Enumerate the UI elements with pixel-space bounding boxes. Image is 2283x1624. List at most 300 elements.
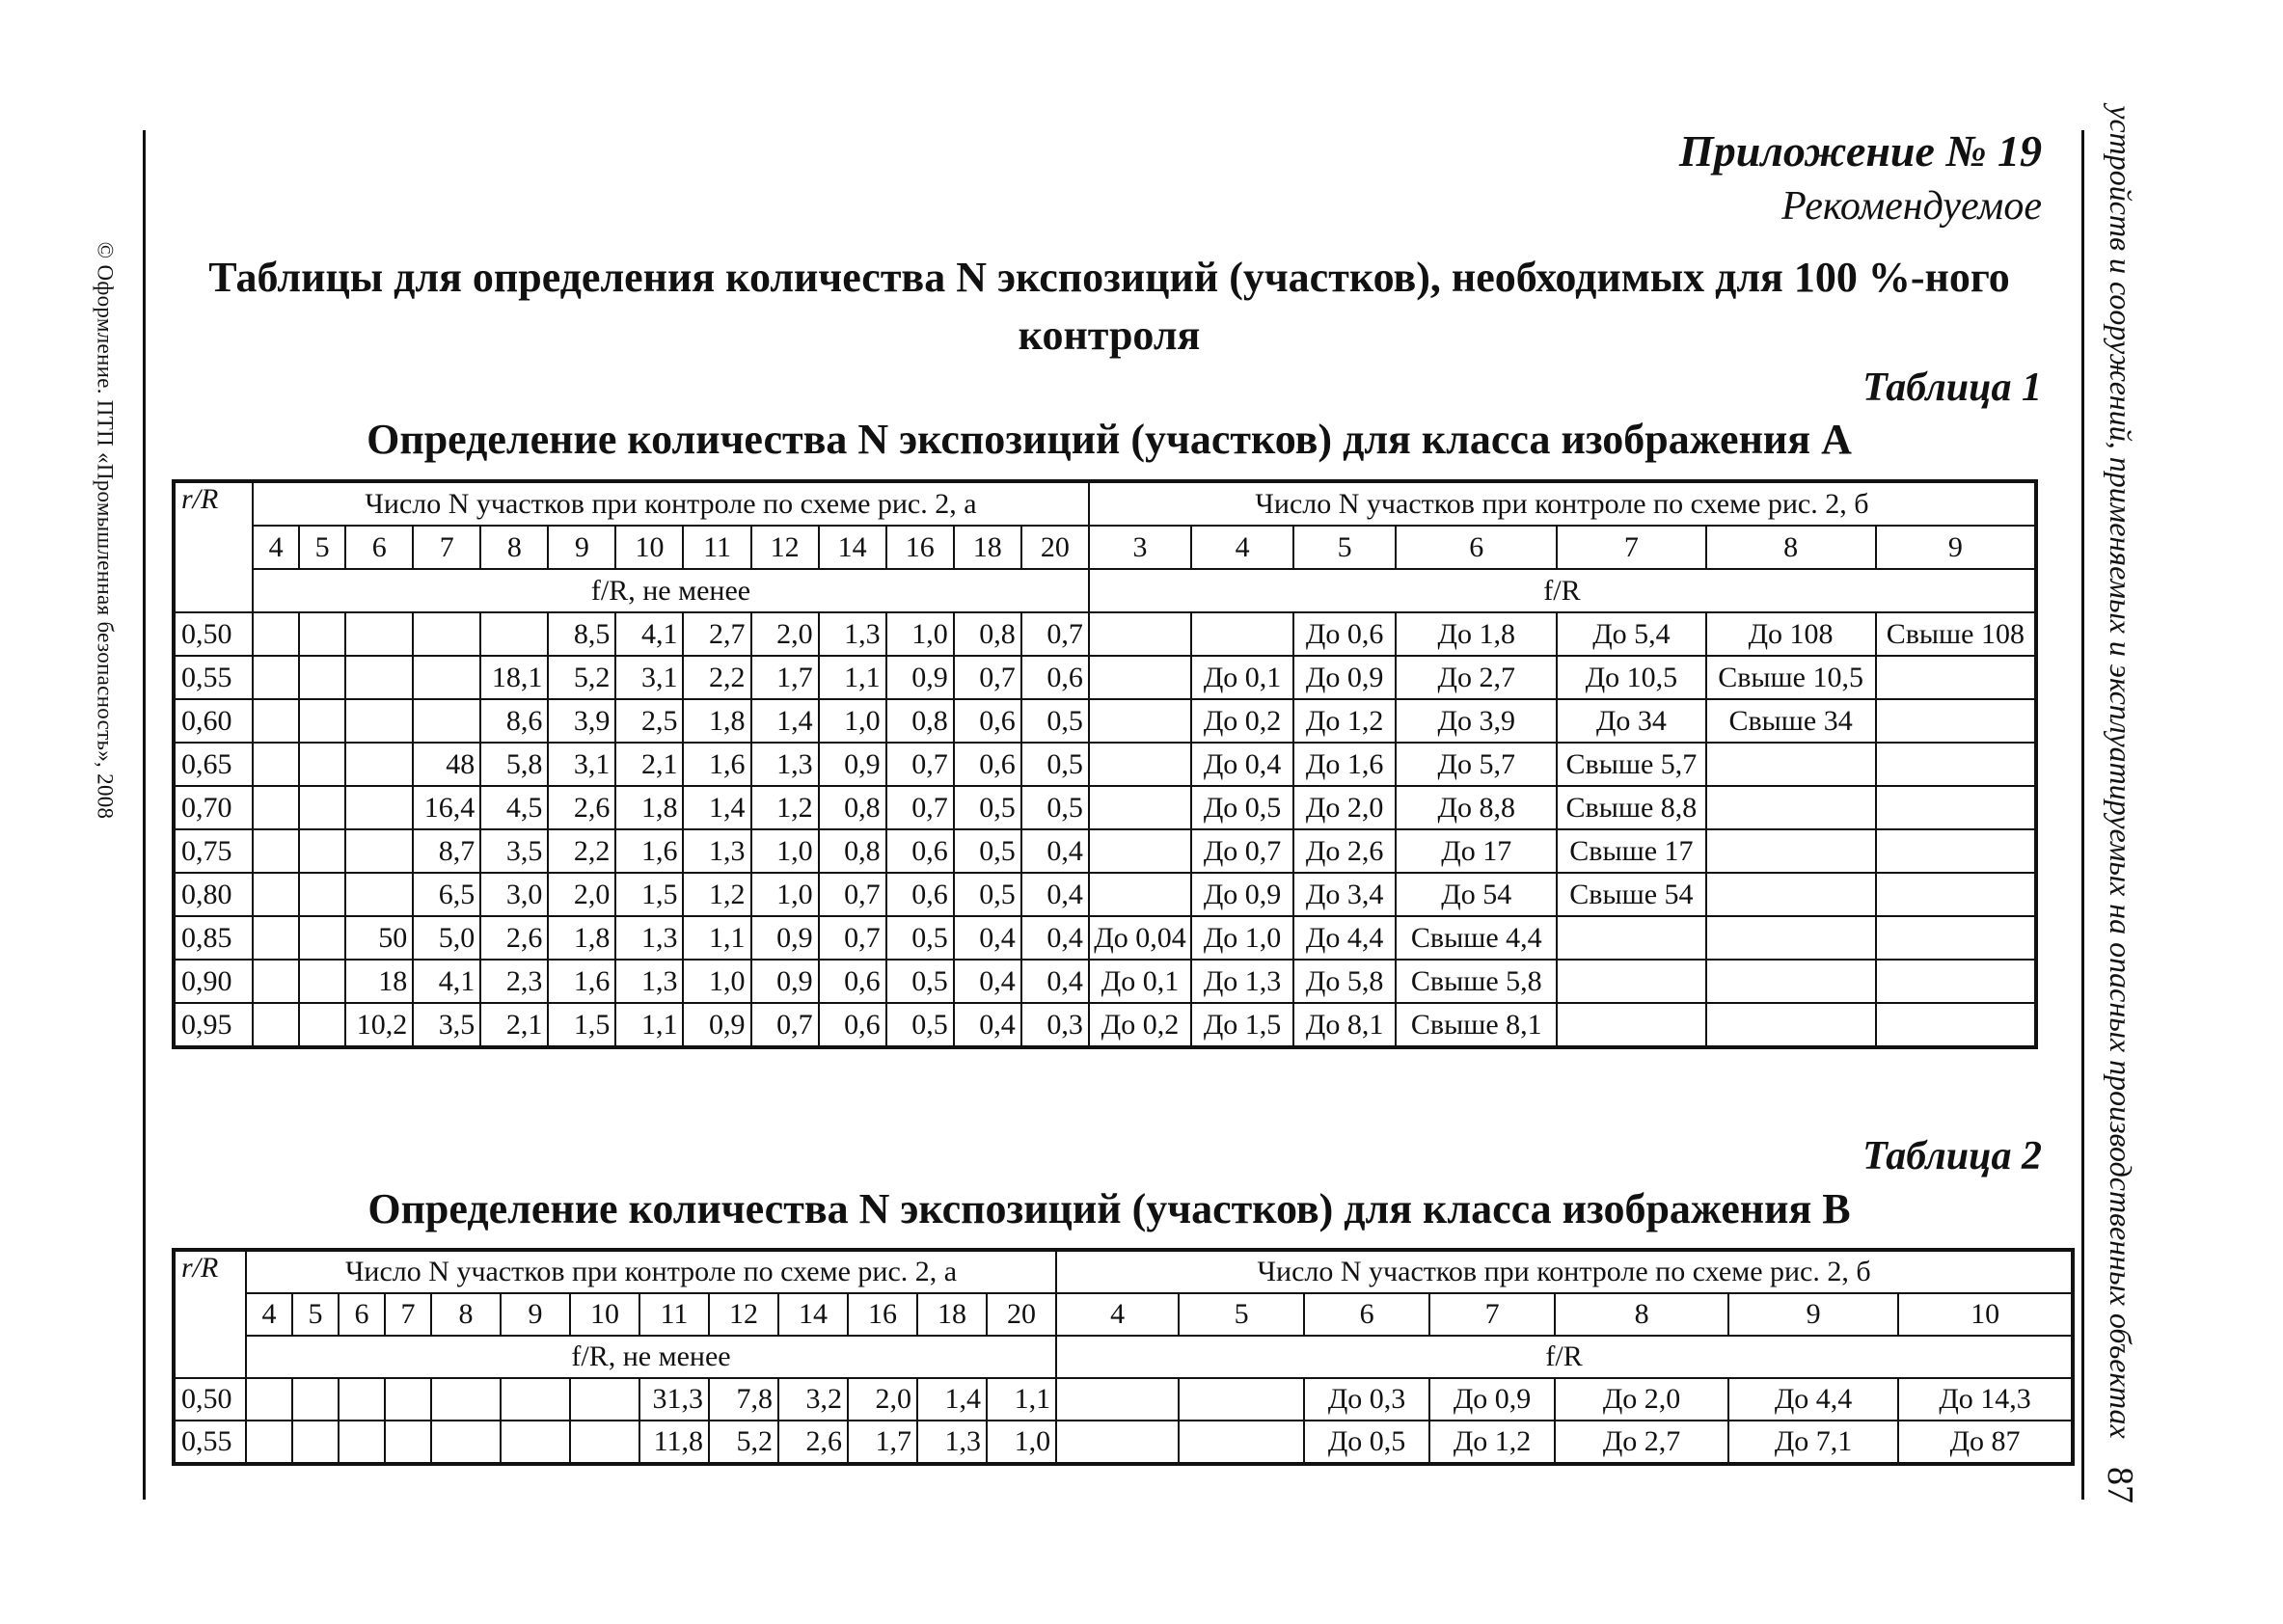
table1-col-a-header: 12 xyxy=(751,526,819,569)
table-cell: 4,1 xyxy=(413,960,480,1003)
table-row xyxy=(174,960,2036,1003)
table-cell: 0,5 xyxy=(954,786,1021,829)
table-cell: Свыше 8,8 xyxy=(1557,786,1705,829)
table2-col-a-header: 14 xyxy=(778,1293,848,1336)
table-cell: До 17 xyxy=(1396,829,1557,873)
table-row xyxy=(174,1003,2036,1047)
table-cell xyxy=(480,612,548,656)
table-cell: 1,0 xyxy=(886,612,954,656)
table-cell: До 0,2 xyxy=(1191,699,1293,743)
table-cell: До 2,0 xyxy=(1293,786,1396,829)
table-cell xyxy=(1089,873,1191,916)
table-cell xyxy=(1179,1378,1304,1421)
table1-body xyxy=(174,612,2036,1047)
table-cell: Свыше 54 xyxy=(1557,873,1705,916)
table-cell: До 1,0 xyxy=(1191,916,1293,960)
table-cell: 1,5 xyxy=(548,1003,615,1047)
table-cell xyxy=(345,829,413,873)
table-cell: 2,2 xyxy=(548,829,615,873)
row-ratio-cell: 0,55 xyxy=(174,656,253,699)
table1-label: Таблица 1 xyxy=(1862,365,2042,410)
table-cell: 1,3 xyxy=(819,612,886,656)
table-cell: 0,7 xyxy=(819,873,886,916)
table-cell: 1,0 xyxy=(751,829,819,873)
table1-col-a-header: 7 xyxy=(413,526,480,569)
table-cell: 2,0 xyxy=(848,1378,917,1421)
table-cell: 6,5 xyxy=(413,873,480,916)
table-cell: До 5,7 xyxy=(1396,743,1557,786)
table1-sub-a: f/R, не менее xyxy=(253,569,1089,612)
table-cell: До 0,4 xyxy=(1191,743,1293,786)
table-cell: До 10,5 xyxy=(1557,656,1705,699)
table-cell: До 1,2 xyxy=(1293,699,1396,743)
table-cell: 0,7 xyxy=(886,743,954,786)
table2-col-a-header: 5 xyxy=(292,1293,339,1336)
table2-group-a-header: Число N участков при контроле по схеме рис. 2, а xyxy=(246,1250,1056,1293)
table2-col-b-header: 5 xyxy=(1179,1293,1304,1336)
table2-sub-a: f/R, не менее xyxy=(246,1336,1056,1378)
table-cell: 18,1 xyxy=(480,656,548,699)
table-cell: 0,6 xyxy=(819,1003,886,1047)
table-cell xyxy=(1557,960,1705,1003)
table-cell: 8,6 xyxy=(480,699,548,743)
table1-col-b-header: 8 xyxy=(1706,526,1876,569)
table1-col-a-header: 16 xyxy=(886,526,954,569)
table-cell xyxy=(1706,1003,1876,1047)
table-cell: 0,6 xyxy=(819,960,886,1003)
table-cell: До 0,1 xyxy=(1191,656,1293,699)
table-cell: 2,1 xyxy=(615,743,683,786)
table-cell: 11,8 xyxy=(639,1421,709,1464)
table-cell xyxy=(1706,960,1876,1003)
table2-col-a-header: 10 xyxy=(570,1293,639,1336)
appendix-title: Приложение № 19 xyxy=(1678,126,2042,176)
table-cell: До 5,4 xyxy=(1557,612,1705,656)
table-cell xyxy=(385,1421,431,1464)
table-cell: До 4,4 xyxy=(1728,1378,1898,1421)
table-cell: 1,1 xyxy=(987,1378,1056,1421)
table-cell: 18 xyxy=(345,960,413,1003)
table-cell xyxy=(246,1421,292,1464)
table-cell xyxy=(1876,829,2036,873)
table-cell: До 0,5 xyxy=(1191,786,1293,829)
table-row xyxy=(174,612,2036,656)
table-cell xyxy=(339,1421,385,1464)
table-cell: 0,5 xyxy=(1021,699,1089,743)
table-cell xyxy=(253,916,299,960)
table2-col-b-header: 4 xyxy=(1056,1293,1179,1336)
table-cell xyxy=(299,656,345,699)
table-cell: До 2,7 xyxy=(1555,1421,1728,1464)
table-cell xyxy=(385,1378,431,1421)
table1-col-a-header: 6 xyxy=(345,526,413,569)
table1-col-b-header: 3 xyxy=(1089,526,1191,569)
copyright-sidebar xyxy=(75,125,133,935)
copyright-text: © Оформление. ПТП «Промышленная безопасность», 2008 xyxy=(93,241,118,820)
table-cell: 1,1 xyxy=(615,1003,683,1047)
row-ratio-cell: 0,55 xyxy=(174,1421,246,1464)
row-ratio-cell: 0,95 xyxy=(174,1003,253,1047)
table-cell: До 8,8 xyxy=(1396,786,1557,829)
table-row xyxy=(174,829,2036,873)
table-cell xyxy=(339,1378,385,1421)
table1-col-b-header: 5 xyxy=(1293,526,1396,569)
table-cell: 8,5 xyxy=(548,612,615,656)
table-cell: До 0,3 xyxy=(1304,1378,1429,1421)
table-cell xyxy=(1056,1421,1179,1464)
table2-column-numbers-row xyxy=(174,1293,2073,1336)
table-cell xyxy=(253,960,299,1003)
table1-col-a-header: 20 xyxy=(1021,526,1089,569)
table-cell xyxy=(1876,786,2036,829)
table-cell: 0,6 xyxy=(886,873,954,916)
table-cell: 1,8 xyxy=(683,699,750,743)
table-cell: До 108 xyxy=(1706,612,1876,656)
table-cell xyxy=(1089,656,1191,699)
page-number: 87 xyxy=(2100,1467,2140,1503)
table-row xyxy=(174,656,2036,699)
table-cell: 2,7 xyxy=(683,612,750,656)
table-cell xyxy=(1089,829,1191,873)
table-cell: 50 xyxy=(345,916,413,960)
table-row xyxy=(174,916,2036,960)
table1-col-a-header: 11 xyxy=(683,526,750,569)
table2-col-b-header: 7 xyxy=(1429,1293,1555,1336)
page-number-box xyxy=(2091,1447,2149,1524)
table-cell: 1,8 xyxy=(615,786,683,829)
table-cell xyxy=(345,873,413,916)
table-cell xyxy=(253,743,299,786)
table-cell: 0,5 xyxy=(1021,743,1089,786)
table-cell: 1,6 xyxy=(683,743,750,786)
table-cell xyxy=(1191,612,1293,656)
table-cell: До 1,5 xyxy=(1191,1003,1293,1047)
table-cell: 1,0 xyxy=(683,960,750,1003)
table-cell xyxy=(1706,873,1876,916)
table-cell: 0,7 xyxy=(954,656,1021,699)
table-cell: 3,0 xyxy=(480,873,548,916)
table-cell: 1,3 xyxy=(615,960,683,1003)
table-cell: До 1,6 xyxy=(1293,743,1396,786)
table-cell: 0,4 xyxy=(1021,873,1089,916)
table-cell: 2,1 xyxy=(480,1003,548,1047)
table-cell: 3,1 xyxy=(548,743,615,786)
row-ratio-cell: 0,65 xyxy=(174,743,253,786)
table2-col-b-header: 8 xyxy=(1555,1293,1728,1336)
table-cell xyxy=(1876,699,2036,743)
table2-col-a-header: 6 xyxy=(339,1293,385,1336)
table-cell: 2,6 xyxy=(548,786,615,829)
table-cell: 1,7 xyxy=(848,1421,917,1464)
table1-col-a-header: 5 xyxy=(299,526,345,569)
table-cell: 1,8 xyxy=(548,916,615,960)
table-cell xyxy=(299,743,345,786)
table-cell xyxy=(1876,916,2036,960)
table-cell xyxy=(1706,743,1876,786)
table-cell: 1,1 xyxy=(683,916,750,960)
table1-title: Определение количества N экспозиций (участков) для класса изображения А xyxy=(367,416,1852,463)
table-cell xyxy=(253,786,299,829)
table-cell: 10,2 xyxy=(345,1003,413,1047)
table2 xyxy=(172,1248,2075,1466)
table-cell: 0,5 xyxy=(886,916,954,960)
table-cell: 0,4 xyxy=(954,960,1021,1003)
table-cell: До 1,2 xyxy=(1429,1421,1555,1464)
table-cell: 0,9 xyxy=(683,1003,750,1047)
table-cell: 0,7 xyxy=(1021,612,1089,656)
table-cell: Свыше 8,1 xyxy=(1396,1003,1557,1047)
table-cell: 3,9 xyxy=(548,699,615,743)
table-cell xyxy=(1557,1003,1705,1047)
table2-col-a-header: 9 xyxy=(501,1293,570,1336)
table2-col-a-header: 12 xyxy=(709,1293,778,1336)
table-cell xyxy=(253,656,299,699)
table-cell: 2,0 xyxy=(751,612,819,656)
table-cell: Свыше 5,8 xyxy=(1396,960,1557,1003)
table-cell: 1,7 xyxy=(751,656,819,699)
table-cell xyxy=(1706,829,1876,873)
table-cell: До 14,3 xyxy=(1898,1378,2073,1421)
table1-rr-header: r/R xyxy=(174,481,253,612)
table-cell xyxy=(253,873,299,916)
table2-col-a-header: 20 xyxy=(987,1293,1056,1336)
table-cell: 0,9 xyxy=(751,960,819,1003)
table-cell xyxy=(299,829,345,873)
row-ratio-cell: 0,60 xyxy=(174,699,253,743)
table-cell: 2,3 xyxy=(480,960,548,1003)
table-cell xyxy=(299,873,345,916)
row-ratio-cell: 0,80 xyxy=(174,873,253,916)
table-cell xyxy=(345,656,413,699)
table-cell: 1,4 xyxy=(917,1378,987,1421)
table-cell: 0,9 xyxy=(886,656,954,699)
table-cell: 48 xyxy=(413,743,480,786)
table-cell xyxy=(292,1378,339,1421)
table2-label: Таблица 2 xyxy=(1862,1134,2042,1178)
table2-col-a-header: 18 xyxy=(917,1293,987,1336)
table2-col-a-header: 11 xyxy=(639,1293,709,1336)
table-cell: 1,0 xyxy=(751,873,819,916)
table-cell: 0,5 xyxy=(1021,786,1089,829)
table-cell: 3,5 xyxy=(413,1003,480,1047)
table-cell: 0,4 xyxy=(1021,829,1089,873)
table-cell: 2,0 xyxy=(548,873,615,916)
table-cell: 3,5 xyxy=(480,829,548,873)
table-cell: До 0,9 xyxy=(1191,873,1293,916)
table-cell: 0,8 xyxy=(886,699,954,743)
table1-col-a-header: 10 xyxy=(615,526,683,569)
table-cell: 1,4 xyxy=(751,699,819,743)
row-ratio-cell: 0,50 xyxy=(174,1378,246,1421)
table1-col-b-header: 9 xyxy=(1876,526,2036,569)
table-cell: Свыше 34 xyxy=(1706,699,1876,743)
appendix-subtitle: Рекомендуемое xyxy=(1781,184,2042,229)
table-row xyxy=(174,1421,2073,1464)
table-cell: 8,7 xyxy=(413,829,480,873)
table-cell: До 34 xyxy=(1557,699,1705,743)
table1-col-a-header: 4 xyxy=(253,526,299,569)
table-cell: 4,1 xyxy=(615,612,683,656)
table-cell: 3,2 xyxy=(778,1378,848,1421)
table-cell: Свыше 10,5 xyxy=(1706,656,1876,699)
table-cell: 1,3 xyxy=(683,829,750,873)
table-cell: До 54 xyxy=(1396,873,1557,916)
row-ratio-cell: 0,85 xyxy=(174,916,253,960)
running-header-text: устройств и сооружений, применяемых и эксплуатируемых на опасных производственных объектах xyxy=(2103,104,2138,1439)
table-cell: Свыше 108 xyxy=(1876,612,2036,656)
table1-group-b-header: Число N участков при контроле по схеме рис. 2, б xyxy=(1089,481,2036,526)
table2-col-b-header: 6 xyxy=(1304,1293,1429,1336)
table-cell xyxy=(1876,1003,2036,1047)
running-header-sidebar xyxy=(2091,104,2149,1439)
table-cell xyxy=(501,1421,570,1464)
left-margin-rule xyxy=(143,130,146,1500)
table-cell xyxy=(299,1003,345,1047)
table-cell xyxy=(1557,916,1705,960)
table2-col-a-header: 8 xyxy=(431,1293,501,1336)
table-cell xyxy=(253,699,299,743)
table-cell: 2,2 xyxy=(683,656,750,699)
right-margin-rule xyxy=(2081,130,2084,1500)
table2-col-b-header: 10 xyxy=(1898,1293,2073,1336)
table-cell: 0,7 xyxy=(886,786,954,829)
table-cell: До 8,1 xyxy=(1293,1003,1396,1047)
table-row xyxy=(174,873,2036,916)
table1-col-a-header: 18 xyxy=(954,526,1021,569)
table-cell: 0,5 xyxy=(886,960,954,1003)
table-cell: До 2,7 xyxy=(1396,656,1557,699)
main-title: Таблицы для определения количества N экспозиций (участков), необходимых для 100 %-ного контроля xyxy=(208,254,2010,359)
table-cell: 0,9 xyxy=(751,916,819,960)
table-cell xyxy=(345,786,413,829)
table-cell: 1,0 xyxy=(987,1421,1056,1464)
table-cell xyxy=(299,960,345,1003)
table-cell: 0,3 xyxy=(1021,1003,1089,1047)
table-cell: 1,6 xyxy=(548,960,615,1003)
table-cell xyxy=(1179,1421,1304,1464)
table2-rr-header: r/R xyxy=(174,1250,246,1378)
table-cell: 0,6 xyxy=(954,743,1021,786)
table1 xyxy=(172,479,2038,1049)
table-cell xyxy=(345,743,413,786)
table-cell: До 1,3 xyxy=(1191,960,1293,1003)
table-cell: Свыше 4,4 xyxy=(1396,916,1557,960)
table-cell: До 0,1 xyxy=(1089,960,1191,1003)
table-cell: 0,8 xyxy=(954,612,1021,656)
table-cell: До 87 xyxy=(1898,1421,2073,1464)
table-cell: До 0,2 xyxy=(1089,1003,1191,1047)
table-cell xyxy=(413,699,480,743)
table-cell: 3,1 xyxy=(615,656,683,699)
table-cell xyxy=(253,1003,299,1047)
table-cell: 2,5 xyxy=(615,699,683,743)
table-cell: 0,4 xyxy=(1021,916,1089,960)
table-cell xyxy=(299,699,345,743)
table-cell xyxy=(299,916,345,960)
table-cell: 1,5 xyxy=(615,873,683,916)
table-cell xyxy=(345,612,413,656)
table-cell xyxy=(299,786,345,829)
table-cell: Свыше 5,7 xyxy=(1557,743,1705,786)
table1-col-b-header: 6 xyxy=(1396,526,1557,569)
table-cell: До 1,8 xyxy=(1396,612,1557,656)
table2-sub-b: f/R xyxy=(1056,1336,2073,1378)
table-cell: До 7,1 xyxy=(1728,1421,1898,1464)
table-cell: 0,4 xyxy=(1021,960,1089,1003)
table-cell xyxy=(345,699,413,743)
table-cell: 0,7 xyxy=(819,916,886,960)
table2-header-row xyxy=(174,1250,2073,1293)
table-cell: 5,2 xyxy=(709,1421,778,1464)
table-cell: 0,8 xyxy=(819,829,886,873)
table-cell: До 0,5 xyxy=(1304,1421,1429,1464)
table-cell: 0,4 xyxy=(954,916,1021,960)
table1-group-a-header: Число N участков при контроле по схеме рис. 2, а xyxy=(253,481,1089,526)
table-cell: До 3,4 xyxy=(1293,873,1396,916)
table1-column-numbers-row xyxy=(174,526,2036,569)
table-cell xyxy=(1706,916,1876,960)
table1-sub-b: f/R xyxy=(1089,569,2036,612)
table-cell: 1,1 xyxy=(819,656,886,699)
table-cell xyxy=(1056,1378,1179,1421)
table2-subheader-row xyxy=(174,1336,2073,1378)
table-cell xyxy=(299,612,345,656)
table1-col-a-header: 9 xyxy=(548,526,615,569)
table-cell: До 2,0 xyxy=(1555,1378,1728,1421)
table-cell xyxy=(570,1378,639,1421)
table-cell: 0,6 xyxy=(1021,656,1089,699)
table-cell: 0,6 xyxy=(954,699,1021,743)
table-cell: До 4,4 xyxy=(1293,916,1396,960)
table-row xyxy=(174,699,2036,743)
table-cell: До 5,8 xyxy=(1293,960,1396,1003)
table-cell xyxy=(1089,786,1191,829)
row-ratio-cell: 0,75 xyxy=(174,829,253,873)
table1-col-a-header: 14 xyxy=(819,526,886,569)
table-cell: 1,2 xyxy=(683,873,750,916)
table-cell xyxy=(246,1378,292,1421)
table-cell: 0,6 xyxy=(886,829,954,873)
table-cell: 31,3 xyxy=(639,1378,709,1421)
table-cell xyxy=(1876,873,2036,916)
table-cell xyxy=(501,1378,570,1421)
table-cell xyxy=(413,656,480,699)
table1-col-b-header: 7 xyxy=(1557,526,1705,569)
table-cell: 0,7 xyxy=(751,1003,819,1047)
row-ratio-cell: 0,90 xyxy=(174,960,253,1003)
table-cell xyxy=(1876,656,2036,699)
table-cell xyxy=(1876,960,2036,1003)
table2-col-a-header: 16 xyxy=(848,1293,917,1336)
table-cell xyxy=(1876,743,2036,786)
table-row xyxy=(174,1378,2073,1421)
table-cell: 5,2 xyxy=(548,656,615,699)
table-cell: 5,8 xyxy=(480,743,548,786)
table-cell: 7,8 xyxy=(709,1378,778,1421)
table2-col-b-header: 9 xyxy=(1728,1293,1898,1336)
table-cell: 4,5 xyxy=(480,786,548,829)
table-cell xyxy=(1089,699,1191,743)
table-cell: До 0,04 xyxy=(1089,916,1191,960)
table-cell: 2,6 xyxy=(480,916,548,960)
table2-title: Определение количества N экспозиций (участков) для класса изображения В xyxy=(367,1185,1851,1232)
table1-header-row xyxy=(174,481,2036,526)
table-cell xyxy=(570,1421,639,1464)
table-cell xyxy=(1089,612,1191,656)
table-cell xyxy=(1706,786,1876,829)
table-cell xyxy=(1089,743,1191,786)
table-cell: До 2,6 xyxy=(1293,829,1396,873)
